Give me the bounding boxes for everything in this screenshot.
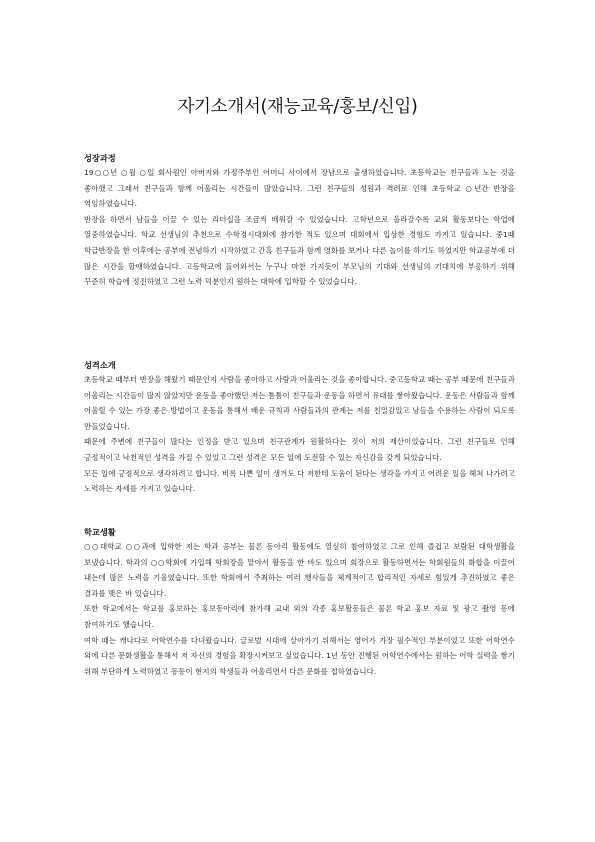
section-personality	[84, 359, 515, 497]
section-heading: 학교생활	[84, 527, 116, 537]
section-heading: 성격소개	[84, 360, 116, 370]
paragraph: 모든 일에 긍정적으로 생각하려고 합니다. 비록 나쁜 일이 생겨도 다 저한테 도움이 된다는 생각을 가지고 어려운 일을 헤쳐 나가려고 노력하는 자세를 가지고 있습니다.	[84, 468, 515, 494]
paragraph: 때문에 주변에 친구들이 많다는 인정을 받고 있으며 친구관계가 원활하다는 것이 저의 재산이었습니다. 그런 친구들로 인해 긍정적이고 낙천적인 성격을 가질 수 있었고 그런 성격은 모든 일에 도전할 수 있는 자신감을 갖게 되었습니다.	[84, 437, 515, 462]
document-title: 자기소개서(재능교육/홍보/신입)	[177, 97, 418, 117]
paragraph: ○○대학교 ○○과에 입학한 저는 학과 공부는 물론 동아리 활동에도 열심히 참여하였고 그로 인해 즐겁고 보람된 대학생활을 보냈습니다. 학과의 ○○학회에 가입해 학회장을 맡아서 활동을 한 바도 있으며 회장으로 활동하면서는 학회원들의 화합을 이끌어 내는데 많은 노력을 기울였습니다. 또한 학회에서 주최하는 여러 행사들을 체계적이고 합리적인 자세로 힘있게 추진하였고 좋은 결과를 맺은 바 있습니다.	[84, 542, 515, 598]
section-growth-process	[84, 152, 515, 290]
paragraph: 19○○년 ○월 ○일 회사원인 아버지와 가정주부인 어머니 사이에서 장남으로 출생하였습니다. 초등학교는 친구들과 노는 것을 좋아했고 그래서 친구들과 함께 어울리는 시간들이 많았습니다. 그런 친구들의 성원과 격려로 인해 초등학교 ○년간 반장을 역임하였습니다.	[84, 168, 515, 209]
paragraph: 초등학교 때부터 반장을 해왔기 때문인지 사람을 좋아하고 사람과 어울리는 것을 좋아합니다. 중고등학교 때는 공부 때문에 친구들과 어울리는 시간들이 많지 않았지만 운동을 좋아했던 저는 틈틈이 친구들과 운동을 하면서 유대를 쌓아왔습니다. 운동은 사람들과 함께 어울릴 수 있는 가장 좋은 방법이고 운동을 통해서 배운 규칙과 사람들과의 관계는 저를 친밀감있고 남들을 수용하는 사람이 되도록 만들었습니다.	[84, 375, 515, 431]
paragraph: 반장을 하면서 남들을 이끌 수 있는 리더십을 조금씩 배워갈 수 있었습니다. 고학년으로 올라갈수록 교외 활동보다는 학업에 열중하였습니다. 학교 선생님의 추천으로 수학경시대회에 참가한 적도 있으며 대회에서 입상한 경험도 가지고 있습니다. 중1때 학급반장을 한 이후에는 공부에 전념하기 시작하였고 간혹 친구들과 함께 영화를 보거나 다른 놀이를 하기도 하였지만 학교공부에 더 많은 시간을 할애하였습니다. 고등학교에 들어와서는 누구나 마찬 가지듯이 부모님의 기대와 선생님의 기대치에 부응하기 위해 꾸준히 학습에 정진하였고 그런 노력 덕분인지 원하는 대학에 입학할 수 있었습니다.	[84, 214, 515, 287]
section-school-life	[84, 526, 515, 679]
paragraph: 여학 때는 캐나다로 어학연수를 다녀왔습니다. 글로벌 시대에 살아가기 위해서는 영어가 가장 필수적인 부분이었고 또한 어학연수 외에 다른 문화생활을 통해서 저 자신의 경험을 확장시켜보고 싶었습니다. 1년 동안 진행된 어학연수에서는 원하는 어학 실력을 쌓기 위해 부단하게 노력하였고 동등이 현지의 학생들과 어울리면서 다른 문화를 접하였습니다.	[84, 635, 515, 676]
section-heading: 성장과정	[84, 153, 116, 163]
paragraph: 또한 학교에서는 학교를 홍보하는 홍보동아리에 참가해 교내 외의 각종 홍보활동들은 물론 학교 홍보 자료 및 광고 촬영 등에 참여하기도 했습니다.	[84, 604, 515, 629]
